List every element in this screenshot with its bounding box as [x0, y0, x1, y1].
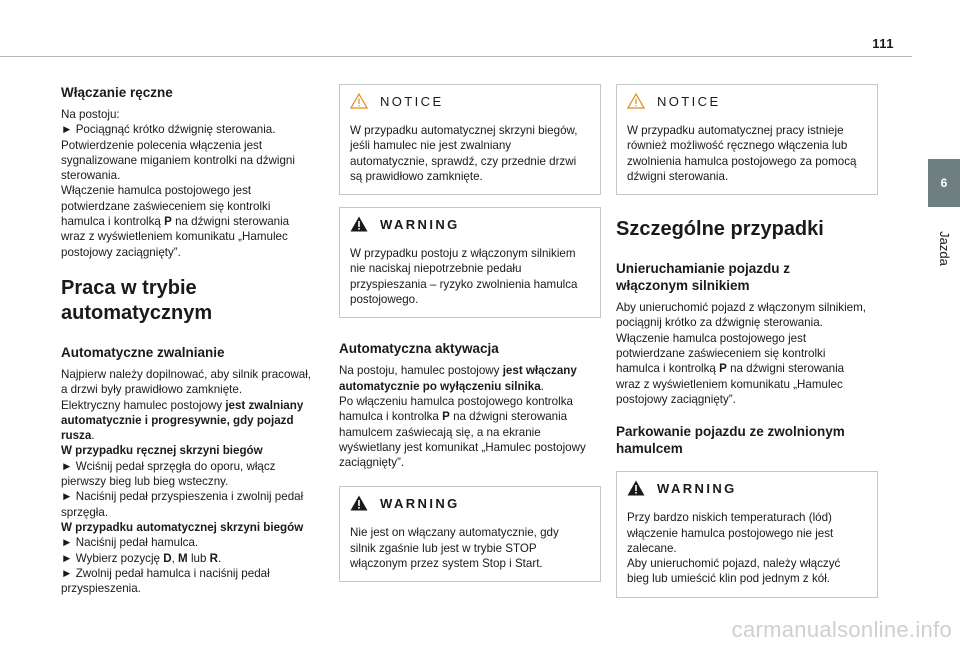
warning-triangle-icon: [350, 495, 368, 511]
text-line: postojowy zaciągnięty”.: [61, 245, 181, 259]
warning-box: [339, 207, 601, 318]
chapter-label: [928, 218, 960, 278]
warning-title: WARNING: [380, 216, 460, 232]
text-line: Na postoju:: [61, 108, 120, 121]
warning-triangle-icon: [627, 480, 645, 496]
chapter-title: Jazda: [936, 230, 952, 266]
text-line: Potwierdzenie polecenia włączenia jest: [61, 138, 263, 152]
text-line: Włączenie hamulca postojowego jest: [61, 184, 252, 198]
notice-box: [339, 84, 601, 195]
heading-parking-released: Parkowanie pojazdu ze zwolnionym hamulcem: [616, 424, 845, 457]
text-line: wraz z wyświetleniem komunikatu „Hamulec: [61, 230, 288, 244]
chapter-tab[interactable]: [928, 159, 960, 207]
heading-automatic-mode: Praca w trybie automatycznym: [61, 276, 213, 324]
chapter-number: 6: [940, 176, 948, 190]
notice-title: NOTICE: [380, 93, 444, 109]
column-2: [339, 84, 603, 582]
notice-box: [616, 84, 878, 195]
heading-immobilising: Unieruchamianie pojazdu z włączonym silnikiem: [616, 261, 791, 294]
top-rule: [0, 56, 912, 57]
text-line: hamulca i kontrolką P na dźwigni sterowania: [61, 215, 290, 229]
notice-title: NOTICE: [657, 93, 721, 109]
warning-text: W przypadku postoju z włączonym silnikiem nie naciskaj niepotrzebnie pedału przyspieszania – ryzyko zwolnienia hamulca postojowego.: [350, 247, 578, 307]
text-line: ► Pociągnąć krótko dźwignię sterowania.: [61, 123, 276, 137]
column-1: [61, 84, 325, 596]
page-number: 111: [872, 36, 894, 51]
watermark: carmanualsonline.info: [731, 617, 952, 642]
heading-automatic-activation: Automatyczna aktywacja: [339, 341, 499, 357]
notice-triangle-icon: [350, 93, 368, 109]
warning-triangle-icon: [350, 216, 368, 232]
manual-activation-text: [61, 107, 325, 260]
warning-title: WARNING: [657, 480, 737, 496]
heading-manual-activation: Włączanie ręczne: [61, 85, 173, 100]
notice-text: W przypadku automatycznej pracy istnieje również możliwość ręcznego włączenia lub zwolnienia hamulca postojowego za pomocą dźwigni sterowania.: [627, 124, 857, 183]
text-line: sygnalizowane miganiem kontrolki na dźwigni: [61, 153, 295, 167]
heading-automatic-release: Automatyczne zwalnianie: [61, 344, 225, 360]
warning-text: Przy bardzo niskich temperaturach (lód) włączenie hamulca postojowego nie jest zalecane. Aby unieruchomić pojazd, należy włączyć bieg lub umieścić klin pod jednym z kół.: [627, 511, 841, 586]
text-line: sterowania.: [61, 169, 121, 183]
notice-text: W przypadku automatycznej skrzyni biegów, jeśli hamulec nie jest zwalniany automatycznie, sprawdź, czy przednie drzwi są prawidłowo zamknięte.: [350, 124, 578, 183]
heading-special-cases: Szczególne przypadki: [616, 218, 824, 241]
immobilising-text: Aby unieruchomić pojazd z włączonym silnikiem, pociągnij krótko za dźwignię sterowania. Włączenie hamulca postojowego jest potwierdzane zaświeceniem się kontrolki hamulca i kontrolką P na dźwigni sterowania wraz z wyświetleniem komunikatu „Hamulec postojowy zaciągnięty”.: [616, 301, 867, 406]
automatic-activation-text: Na postoju, hamulec postojowy jest włączany automatycznie po wyłączeniu silnika. Po włączeniu hamulca postojowego kontrolka hamulca i kontrolka P na dźwigni sterowania hamulcem zaświecają się, a na ekranie wyświetlany jest komunikat „Hamulec postojowy zaciągnięty”.: [339, 364, 586, 470]
warning-box: [616, 471, 878, 597]
automatic-release-text: Najpierw należy dopilnować, aby silnik pracował, a drzwi były prawidłowo zamknięte. Elektryczny hamulec postojowy jest zwalniany automatycznie i progresywnie, gdy pojazd rusza. W przypadku ręcznej skrzyni biegów ► Wciśnij pedał sprzęgła do oporu, włącz pierwszy bieg lub bieg wsteczny. ► Naciśnij pedał przyspieszenia i zwolnij pedał sprzęgła. W przypadku automatycznej skrzyni biegów ► Naciśnij pedał hamulca. ► Wybierz pozycję D, M lub R. ► Zwolnij pedał hamulca i naciśnij pedał przyspieszenia.: [61, 367, 312, 596]
text-line: potwierdzane zaświeceniem się kontrolki: [61, 199, 271, 213]
warning-box: [339, 486, 601, 582]
notice-triangle-icon: [627, 93, 645, 109]
warning-title: WARNING: [380, 495, 460, 511]
warning-text: Nie jest on włączany automatycznie, gdy silnik zgaśnie lub jest w trybie STOP włączonym przez system Stop i Start.: [350, 526, 559, 571]
column-3: [616, 84, 880, 598]
